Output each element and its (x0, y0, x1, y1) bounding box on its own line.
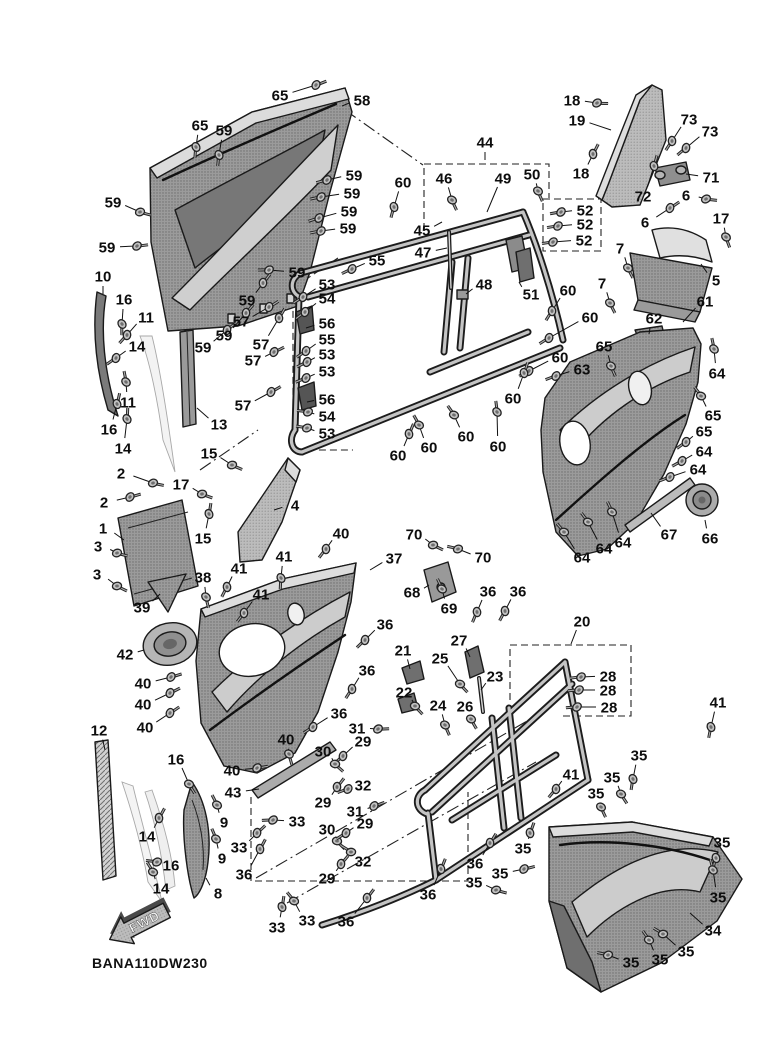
callout-label: 32 (354, 853, 372, 871)
callout-label: 42 (116, 646, 134, 664)
callout-label: 55 (318, 331, 336, 349)
callout-label: 70 (405, 526, 423, 544)
fastener-icon (547, 218, 564, 235)
fastener-icon (310, 75, 326, 92)
fastener-icon (498, 606, 510, 621)
diagram-code: BANA110DW230 (92, 955, 208, 971)
callout-label: 4 (290, 497, 300, 515)
callout-label: 18 (572, 165, 590, 183)
callout-label: 25 (431, 650, 449, 668)
callout-label: 36 (419, 886, 437, 904)
fastener-icon (252, 823, 265, 838)
callout-label: 35 (491, 865, 509, 883)
fastener-icon (518, 860, 535, 877)
leader-line (206, 878, 210, 885)
callout-label: 40 (277, 731, 295, 749)
fastener-icon (255, 839, 267, 854)
callout-label: 36 (358, 662, 376, 680)
callout-label: 48 (475, 276, 493, 294)
callout-label: 33 (298, 912, 316, 930)
fastener-icon (700, 191, 717, 207)
callout-label: 53 (318, 346, 336, 364)
callout-label: 51 (522, 286, 540, 304)
callout-label: 43 (224, 784, 242, 802)
fastener-icon (677, 142, 690, 158)
fastener-icon (614, 789, 630, 804)
callout-label: 15 (194, 530, 212, 548)
callout-label: 73 (701, 123, 719, 141)
fastener-icon (409, 701, 424, 714)
callout-label: 65 (191, 117, 209, 135)
callout-label: 11 (138, 309, 154, 327)
callout-label: 41 (230, 560, 248, 578)
callout-label: 64 (573, 549, 591, 567)
callout-label: 53 (318, 425, 336, 443)
fastener-icon (363, 889, 374, 903)
fastener-icon (444, 406, 460, 420)
callout-label: 59 (339, 220, 357, 238)
callout-label: 41 (275, 548, 293, 566)
callout-label: 60 (489, 438, 507, 456)
fastener-icon (124, 488, 140, 505)
fastener-icon (588, 144, 600, 159)
callout-label: 36 (509, 583, 527, 601)
fastener-icon (705, 338, 722, 355)
callout-label: 10 (94, 268, 112, 286)
fastener-icon (227, 460, 242, 473)
fastener-icon (454, 679, 469, 692)
part-21 (402, 661, 424, 684)
fastener-icon (345, 684, 356, 698)
callout-label: 35 (622, 954, 640, 972)
fastener-icon (275, 896, 290, 913)
callout-label: 16 (115, 291, 133, 309)
callout-label: 17 (712, 210, 730, 228)
fastener-icon (197, 488, 213, 501)
leader-line (370, 563, 382, 571)
fastener-icon (112, 581, 127, 593)
callout-label: 29 (356, 815, 374, 833)
leader-line (590, 123, 612, 130)
callout-label: 14 (128, 338, 146, 356)
callout-label: 52 (576, 216, 594, 234)
callout-label: 59 (215, 327, 233, 345)
callout-label: 2 (116, 465, 126, 483)
callout-label: 13 (210, 416, 228, 434)
fastener-icon (540, 331, 555, 348)
callout-label: 28 (599, 668, 617, 686)
callout-label: 60 (420, 439, 438, 457)
callout-label: 39 (133, 599, 151, 617)
callout-label: 17 (172, 476, 190, 494)
leader-line (434, 222, 442, 226)
callout-label: 62 (645, 310, 663, 328)
callout-label: 32 (354, 777, 372, 795)
callout-label: 38 (194, 569, 212, 587)
fastener-icon (220, 582, 232, 597)
fastener-icon (134, 205, 150, 219)
callout-label: 57 (234, 397, 252, 415)
callout-label: 14 (152, 880, 170, 898)
callout-label: 5 (711, 272, 721, 290)
callout-label: 60 (504, 390, 522, 408)
callout-label: 36 (337, 913, 355, 931)
callout-label: 40 (332, 525, 350, 543)
callout-label: 59 (288, 264, 306, 282)
fastener-icon (490, 883, 506, 897)
leader-line (436, 248, 447, 250)
fwd-arrow (101, 891, 177, 953)
callout-label: 36 (376, 616, 394, 634)
callout-label: 57 (252, 336, 270, 354)
callout-label: 29 (318, 870, 336, 888)
callout-label: 11 (120, 394, 136, 412)
callout-label: 14 (138, 828, 156, 846)
callout-label: 9 (217, 850, 227, 868)
callout-label: 36 (330, 705, 348, 723)
leader-line (197, 408, 209, 418)
fastener-icon (207, 795, 224, 810)
leader-line (138, 650, 144, 652)
fastener-icon (165, 668, 181, 685)
fastener-icon (319, 544, 330, 558)
callout-label: 6 (681, 187, 691, 205)
callout-label: 35 (514, 840, 532, 858)
fastener-icon (337, 855, 348, 869)
callout-label: 65 (271, 87, 289, 105)
callout-label: 35 (587, 785, 605, 803)
callout-label: 7 (597, 275, 607, 293)
fastener-icon (147, 476, 164, 491)
callout-label: 35 (603, 769, 621, 787)
callout-label: 15 (200, 445, 218, 463)
callout-label: 41 (252, 586, 270, 604)
fastener-icon (594, 801, 611, 817)
callout-label: 35 (630, 747, 648, 765)
callout-label: 54 (318, 408, 336, 426)
fastener-icon (428, 540, 443, 552)
callout-label: 35 (651, 951, 669, 969)
fastener-icon (445, 194, 462, 210)
callout-label: 59 (215, 122, 233, 140)
callout-label: 29 (354, 733, 372, 751)
callout-label: 27 (450, 632, 468, 650)
callout-label: 59 (194, 339, 212, 357)
speaker-ring-42 (139, 618, 201, 670)
center-door-panel (196, 560, 356, 773)
callout-label: 40 (223, 762, 241, 780)
callout-label: 40 (134, 696, 152, 714)
leader-line (571, 630, 576, 644)
callout-label: 65 (704, 407, 722, 425)
callout-label: 35 (709, 889, 727, 907)
callout-label: 16 (100, 421, 118, 439)
callout-label: 36 (235, 866, 253, 884)
callout-label: 35 (713, 834, 731, 852)
callout-label: 63 (573, 361, 591, 379)
callout-label: 7 (615, 240, 625, 258)
callout-label: 35 (465, 874, 483, 892)
fastener-icon (357, 634, 370, 649)
leader-line (519, 282, 522, 287)
callout-label: 66 (701, 530, 719, 548)
callout-label: 16 (162, 857, 180, 875)
callout-label: 59 (104, 194, 122, 212)
fastener-icon (372, 721, 389, 737)
callout-label: 2 (99, 494, 109, 512)
callout-label: 65 (595, 338, 613, 356)
callout-label: 28 (600, 699, 618, 717)
fastener-icon (719, 231, 736, 247)
fastener-icon (603, 298, 620, 313)
callout-label: 16 (167, 751, 185, 769)
fastener-icon (665, 136, 676, 150)
callout-label: 52 (576, 202, 594, 220)
callout-label: 1 (98, 520, 108, 538)
callout-label: 52 (575, 232, 593, 250)
callout-label: 12 (90, 722, 108, 740)
callout-label: 19 (568, 112, 586, 130)
callout-label: 60 (581, 309, 599, 327)
callout-label: 20 (573, 613, 591, 631)
fastener-icon (330, 760, 345, 772)
callout-label: 54 (318, 290, 336, 308)
callout-label: 57 (232, 313, 250, 331)
ghost-pillar-top (140, 336, 175, 472)
callout-label: 59 (340, 203, 358, 221)
fastener-icon (665, 198, 679, 214)
callout-label: 69 (440, 600, 458, 618)
callout-label: 29 (314, 794, 332, 812)
callout-label: 30 (314, 743, 332, 761)
fastener-icon (470, 607, 483, 622)
callout-label: 14 (114, 440, 132, 458)
callout-label: 60 (551, 349, 569, 367)
part-27 (465, 646, 484, 678)
fastener-icon (625, 773, 640, 790)
callout-label: 50 (523, 166, 541, 184)
callout-label: 37 (385, 550, 403, 568)
callout-label: 23 (486, 668, 504, 686)
callout-label: 3 (92, 566, 102, 584)
fastener-icon (269, 342, 285, 359)
fastener-icon (672, 454, 687, 471)
fastener-icon (107, 351, 121, 367)
fastener-icon (165, 703, 179, 719)
callout-label: 36 (479, 583, 497, 601)
callout-label: 24 (429, 697, 447, 715)
callout-label: 35 (677, 943, 695, 961)
leader-line (651, 513, 661, 526)
callout-label: 33 (288, 813, 306, 831)
callout-label: 22 (395, 684, 413, 702)
speaker-66 (686, 484, 718, 516)
fastener-icon (524, 823, 537, 839)
rail-12 (95, 740, 116, 880)
pillar-trim-8 (184, 782, 210, 898)
plate-51b (516, 248, 534, 282)
fastener-icon (266, 382, 281, 399)
callout-label: 28 (599, 682, 617, 700)
fastener-icon (284, 892, 300, 906)
callout-label: 59 (343, 185, 361, 203)
fastener-icon (464, 714, 481, 729)
fastener-icon (550, 204, 567, 221)
callout-label: 70 (474, 549, 492, 567)
leader-line (487, 187, 498, 212)
damper-56b (298, 382, 316, 410)
callout-label: 31 (346, 803, 364, 821)
callout-label: 53 (318, 363, 336, 381)
callout-label: 57 (244, 352, 262, 370)
callout-label: 31 (348, 720, 366, 738)
callout-label: 56 (318, 315, 336, 333)
fastener-icon (342, 845, 356, 856)
callout-label: 64 (614, 534, 632, 552)
callout-label: 67 (660, 526, 678, 544)
callout-label: 64 (695, 443, 713, 461)
leader-line (705, 520, 707, 528)
callout-label: 6 (640, 214, 650, 232)
callout-label: 59 (345, 167, 363, 185)
fastener-icon (438, 719, 455, 735)
callout-label: 33 (268, 919, 286, 937)
callout-label: 30 (318, 821, 336, 839)
fastener-icon (386, 201, 400, 217)
callout-label: 3 (93, 538, 103, 556)
callout-label: 18 (563, 92, 581, 110)
fwd-label: FWD (126, 907, 163, 936)
callout-label: 41 (709, 694, 727, 712)
callout-label: 40 (134, 675, 152, 693)
fastener-icon (202, 503, 217, 520)
callout-label: 26 (456, 698, 474, 716)
callout-label: 56 (318, 391, 336, 409)
callout-label: 71 (702, 169, 720, 187)
fastener-icon (131, 237, 148, 254)
callout-label: 41 (562, 766, 580, 784)
callout-label: 64 (708, 365, 726, 383)
callout-label: 34 (704, 922, 722, 940)
callout-label: 21 (394, 642, 412, 660)
callout-label: 61 (696, 293, 714, 311)
callout-label: 68 (403, 584, 421, 602)
callout-label: 60 (559, 282, 577, 300)
callout-label: 53 (318, 276, 336, 294)
fastener-icon (591, 95, 608, 111)
callout-label: 59 (238, 292, 256, 310)
callout-label: 46 (435, 170, 453, 188)
pillar-trim-13 (180, 330, 196, 427)
callout-label: 40 (136, 719, 154, 737)
fastener-icon (117, 371, 134, 388)
callout-label: 36 (466, 855, 484, 873)
callout-label: 60 (394, 174, 412, 192)
fastener-icon (488, 401, 505, 418)
callout-label: 33 (230, 839, 248, 857)
bracket-48 (457, 290, 468, 299)
callout-label: 9 (219, 814, 229, 832)
callout-label: 64 (595, 540, 613, 558)
hinge-bracket-71 (655, 162, 690, 186)
callout-label: 55 (368, 252, 386, 270)
fastener-icon (165, 683, 180, 700)
callout-label: 47 (414, 244, 432, 262)
callout-label: 44 (476, 134, 494, 152)
callout-label: 72 (634, 188, 652, 206)
fastener-icon (703, 721, 718, 738)
callout-label: 8 (213, 885, 223, 903)
callout-label: 59 (98, 239, 116, 257)
callout-label: 58 (353, 92, 371, 110)
callout-label: 49 (494, 170, 512, 188)
callout-label: 60 (389, 447, 407, 465)
callout-label: 64 (689, 461, 707, 479)
fastener-icon (447, 541, 463, 556)
callout-label: 65 (695, 423, 713, 441)
callout-label: 60 (457, 428, 475, 446)
callout-label: 73 (680, 111, 698, 129)
callout-label: 45 (413, 222, 431, 240)
fastener-icon (542, 234, 559, 251)
